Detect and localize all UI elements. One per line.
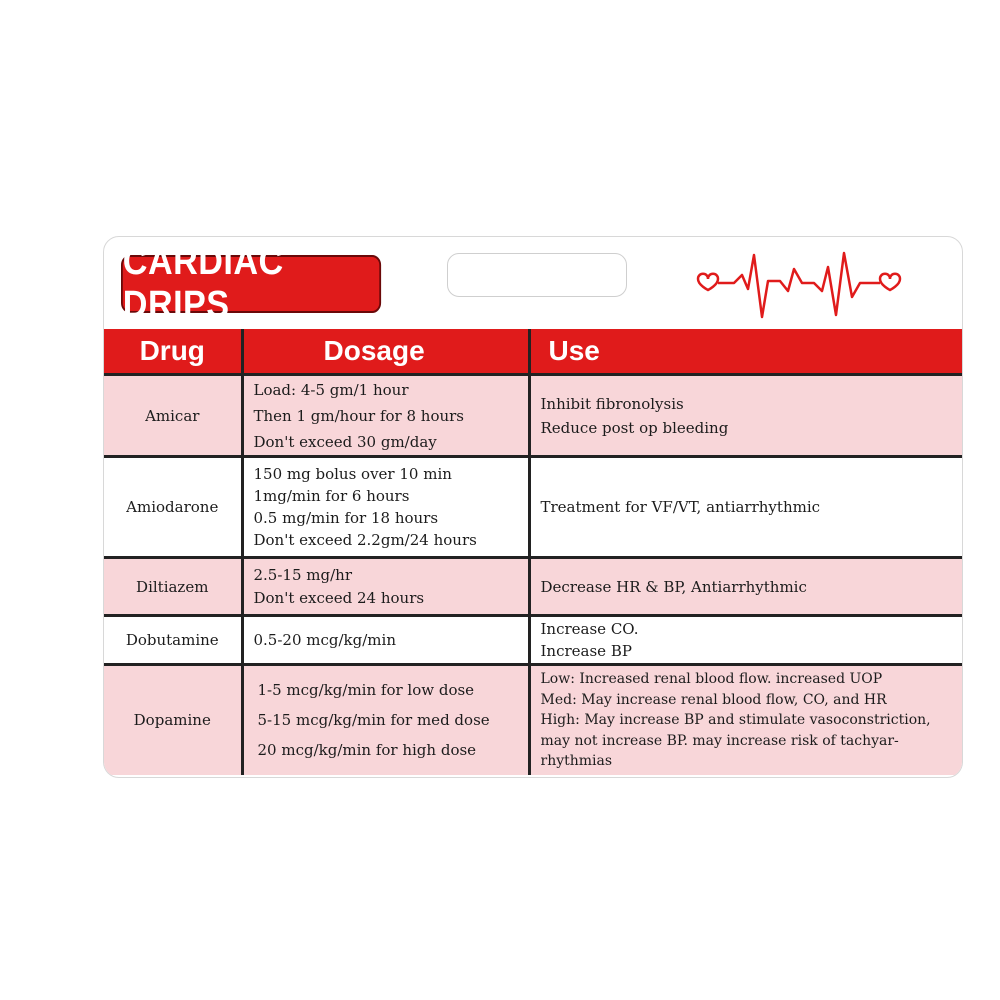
dosage-line: Don't exceed 30 gm/day <box>253 432 437 451</box>
drug-name: Diltiazem <box>104 558 242 616</box>
dosage-line: 150 mg bolus over 10 min <box>253 465 452 483</box>
dosage-line: Then 1 gm/hour for 8 hours <box>253 406 465 425</box>
card-title: CARDIAC DRIPS <box>121 255 381 313</box>
drips-table <box>104 329 963 775</box>
use-line: Treatment for VF/VT, antiarrhythmic <box>540 498 821 516</box>
drip-reference-card <box>103 236 963 778</box>
dosage-line: Load: 4-5 gm/1 hour <box>253 380 409 399</box>
use-cell <box>529 457 963 558</box>
use-line: rhythmias <box>540 753 613 769</box>
drug-name: Amiodarone <box>104 457 242 558</box>
use-line: High: May increase BP and stimulate vasoconstriction, <box>540 712 931 728</box>
use-line: Decrease HR & BP, Antiarrhythmic <box>540 577 807 596</box>
dosage-line: 1mg/min for 6 hours <box>253 487 410 505</box>
dosage-line: 0.5-20 mcg/kg/min <box>253 631 396 649</box>
table-row <box>104 457 963 558</box>
ecg-heartbeat-icon <box>694 245 904 325</box>
dosage-line: 5-15 mcg/kg/min for med dose <box>257 711 490 730</box>
use-line: Med: May increase renal blood flow, CO, and HR <box>540 691 887 708</box>
table-row <box>104 616 963 665</box>
dosage-line: Don't exceed 2.2gm/24 hours <box>253 531 477 549</box>
dosage-line: 20 mcg/kg/min for high dose <box>257 741 477 760</box>
dosage-cell <box>242 375 529 457</box>
drug-name: Dobutamine <box>104 616 242 665</box>
dosage-line: 2.5-15 mg/hr <box>253 565 352 584</box>
dosage-cell <box>242 665 529 775</box>
use-line: Inhibit fibronolysis <box>540 394 684 413</box>
header-dosage: Dosage <box>242 329 529 375</box>
use-cell <box>529 616 963 665</box>
table-row <box>104 665 963 775</box>
drug-name: Dopamine <box>104 665 242 775</box>
use-line: may not increase BP. may increase risk of tachyar- <box>540 732 899 749</box>
use-cell <box>529 375 963 457</box>
use-cell <box>529 665 963 775</box>
use-line: Low: Increased renal blood flow. increased UOP <box>540 671 883 687</box>
use-line: Reduce post op bleeding <box>540 418 729 437</box>
table-row <box>104 375 963 457</box>
ecg-trace <box>718 253 880 317</box>
header-use: Use <box>529 329 963 375</box>
dosage-line: Don't exceed 24 hours <box>253 588 425 607</box>
use-line: Increase CO. <box>540 620 639 638</box>
dosage-line: 1-5 mcg/kg/min for low dose <box>257 681 475 700</box>
dosage-cell <box>242 457 529 558</box>
left-heart-icon <box>698 274 718 290</box>
table-row <box>104 558 963 616</box>
dosage-line: 0.5 mg/min for 18 hours <box>253 509 439 527</box>
use-cell <box>529 558 963 616</box>
dosage-cell <box>242 616 529 665</box>
header-drug: Drug <box>104 329 242 375</box>
dosage-cell <box>242 558 529 616</box>
badge-slot-hole <box>447 253 627 297</box>
right-heart-icon <box>880 274 900 290</box>
drug-name: Amicar <box>104 375 242 457</box>
use-line: Increase BP <box>540 642 632 660</box>
